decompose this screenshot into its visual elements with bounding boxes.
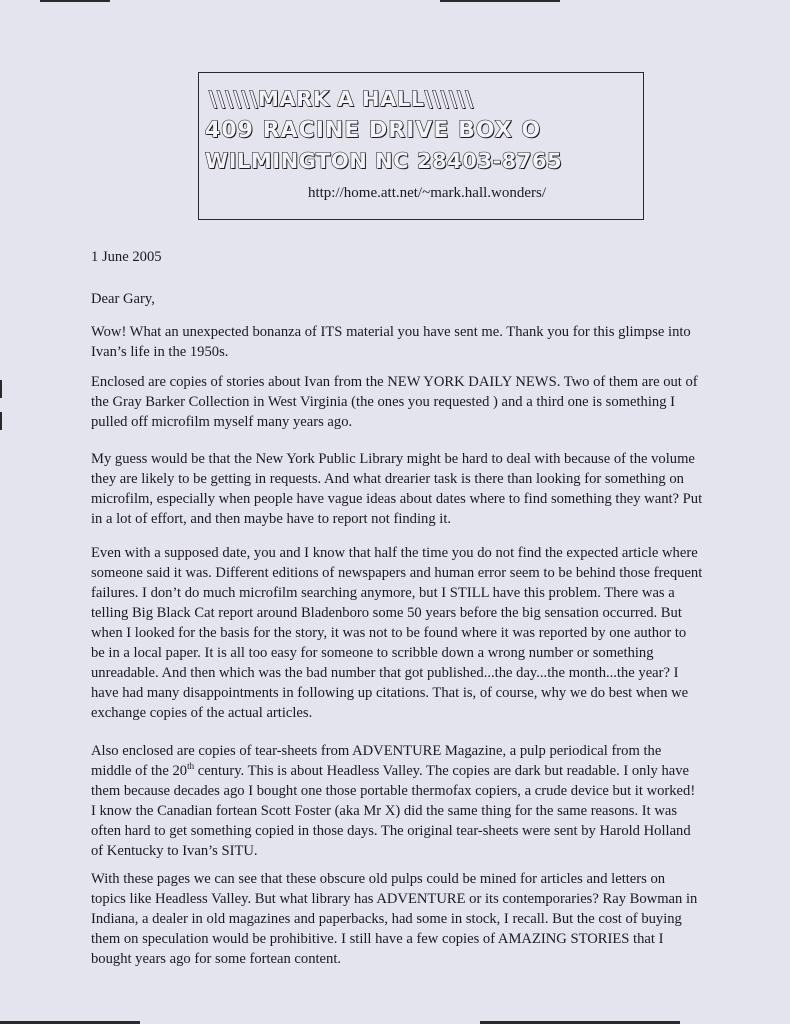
letter-date: 1 June 2005 (91, 249, 162, 265)
paragraph-2: Enclosed are copies of stories about Ivan from the NEW YORK DAILY NEWS. Two of them are out of the Gray Barker Collection in West Virginia (the ones you requested ) and a third one is something I pulled off microfilm myself many years ago. (91, 374, 698, 430)
scan-edge-top-right (440, 0, 560, 2)
scan-edge-left-2 (0, 412, 2, 430)
paragraph-1: Wow! What an unexpected bonanza of ITS material you have sent me. Thank you for this glimpse into Ivan’s life in the 1950s. (91, 324, 691, 360)
letterhead-box (198, 72, 644, 220)
paragraph-6: With these pages we can see that these obscure old pulps could be mined for articles and letters on topics like Headless Valley. But what library has ADVENTURE or its contemporaries? Ray Bowman in Indiana, a dealer in old magazines and paperbacks, had some in stock, I recall. But the cost of buying them on speculation would be prohibitive. I still have a few copies of AMAZING STORIES that I bought years ago for some fortean content. (91, 871, 698, 967)
letterhead-url: http://home.att.net/~mark.hall.wonders/ (307, 185, 547, 201)
paragraph-5-ordinal: th (187, 761, 195, 772)
scan-edge-left-1 (0, 380, 2, 398)
paragraph-4: Even with a supposed date, you and I know that half the time you do not find the expected article where someone said it was. Different editions of newspapers and human error seem to be behind those frequent failures. I don’t do much microfilm searching anymore, but I STILL have this problem. There was a telling Big Black Cat report around Bladenboro some 50 years before the big sensation occurred. But when I looked for the basis for the story, it was not to be found where it was reported by one author to be in a local paper. It is all too easy for someone to scribble down a wrong number or something unreadable. And then which was the bad number that got published...the day...the month...the year? I have had many disappointments in following up citations. That is, of course, why we do best when we exchange copies of the actual articles. (91, 545, 703, 721)
paragraph-5 (91, 741, 703, 861)
paragraph-5-end: century. This is about Headless Valley. The copies are dark but readable. I only have them because decades ago I bought one those portable thermofax copiers, a crude device but it worked! I know the Canadian fortean Scott Foster (aka Mr X) did the same thing for the same reasons. It was often hard to get something copied in those days. The original tear-sheets were sent by Harold Holland of Kentucky to Ivan’s SITU. (91, 763, 696, 859)
scan-edge-top-left (40, 0, 110, 2)
letterhead-name: \\\\\\MARK A HALL\\\\\\ (209, 87, 474, 111)
letterhead-street: 409 RACINE DRIVE BOX O (205, 118, 542, 143)
letterhead-city: WILMINGTON NC 28403-8765 (205, 149, 563, 173)
paragraph-3: My guess would be that the New York Public Library might be hard to deal with because of the volume they are likely to be getting in requests. And what drearier task is there than looking for something on microfilm, especially when people have vague ideas about dates where to find something they want? Put in a lot of effort, and then maybe have to report not finding it. (91, 451, 703, 527)
paragraph-5-start: Also enclosed are copies of tear-sheets from ADVENTURE Magazine, a pulp periodical from the middle of the 20 (91, 743, 662, 779)
letter-salutation: Dear Gary, (91, 291, 155, 307)
